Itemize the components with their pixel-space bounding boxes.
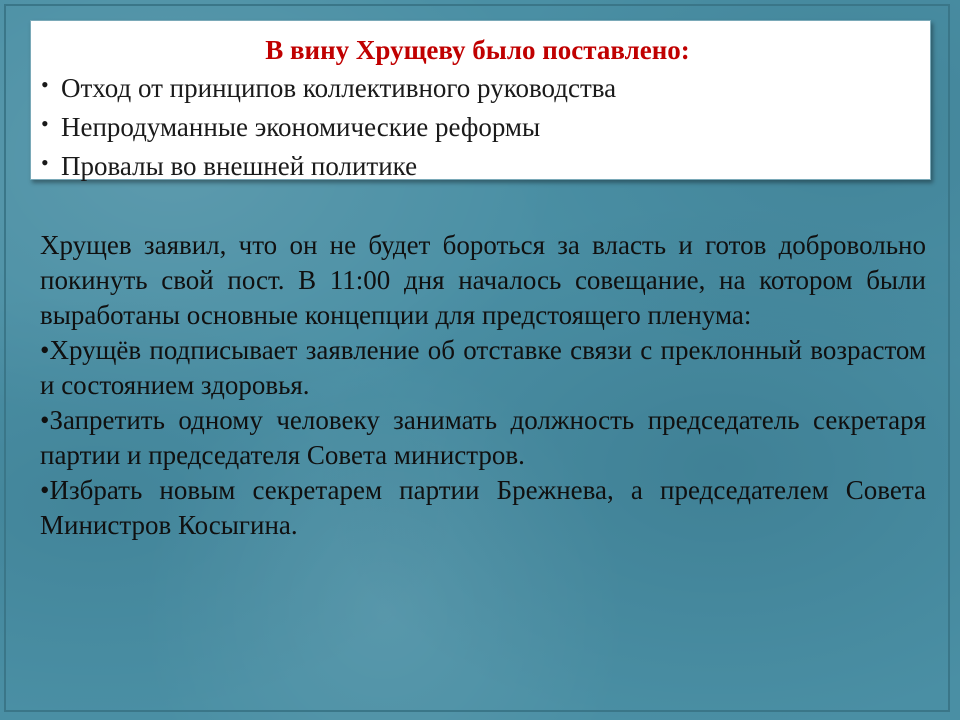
title-bullet-text: Провалы во внешней политике (61, 151, 418, 181)
title-bullet-item (41, 147, 914, 186)
title-bullet-item (41, 69, 914, 108)
title-bullet-list (41, 69, 914, 186)
body-list-item: •Избрать новым секретарем партии Брежнева, а председателем Совета Министров Косыгина. (40, 475, 926, 540)
bullet-icon: • (41, 150, 49, 175)
body-intro-paragraph: Хрущев заявил, что он не будет бороться за власть и готов добровольно покинуть свой пост. В 11:00 дня началось совещание, на котором были выработаны основные концепции для предстоящего пленума: (40, 230, 926, 330)
body-list-item: •Хрущёв подписывает заявление об отставке связи с преклонный возрастом и состоянием здоровья. (40, 335, 926, 400)
title-box (30, 20, 931, 180)
body-list-item: •Запретить одному человеку занимать должность председатель секретаря партии и председателя Совета министров. (40, 405, 926, 470)
title-bullet-text: Отход от принципов коллективного руководства (61, 73, 617, 103)
bullet-icon: • (41, 72, 49, 97)
title-bullet-text: Непродуманные экономические реформы (61, 112, 541, 142)
title-bullet-item (41, 108, 914, 147)
title-heading: В вину Хрущеву было поставлено: (265, 35, 690, 65)
body-text (40, 228, 926, 543)
bullet-icon: • (41, 111, 49, 136)
